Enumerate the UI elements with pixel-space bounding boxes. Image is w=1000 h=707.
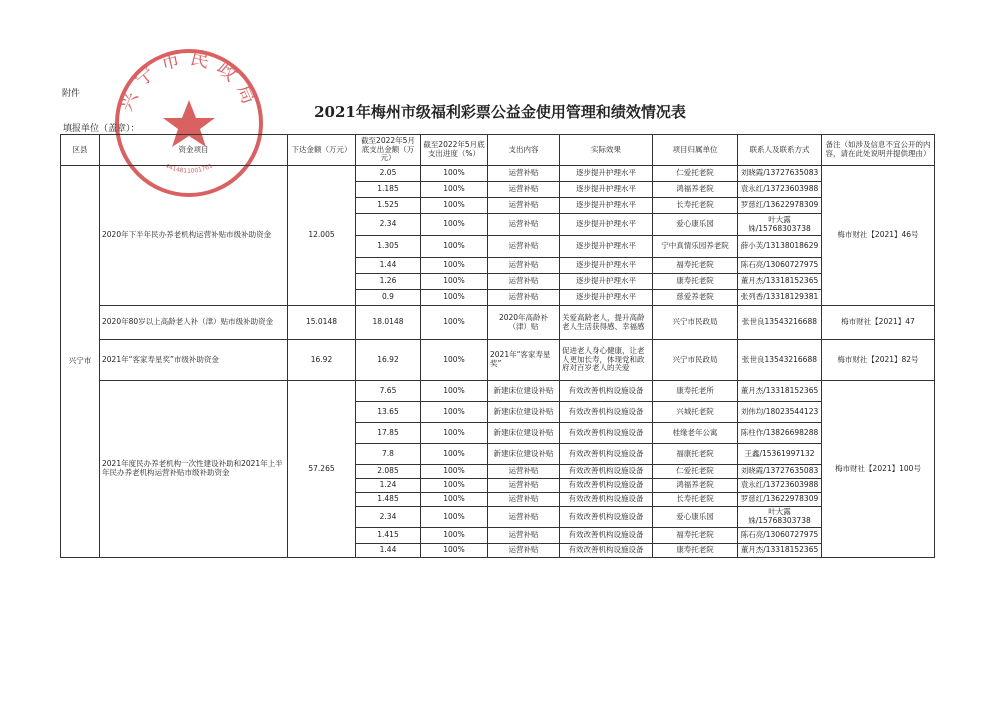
table-row bbox=[61, 306, 935, 340]
spent-cell: 2.05 bbox=[356, 166, 421, 182]
amount-cell: 57.265 bbox=[288, 381, 356, 558]
content-cell: 新建床位建设补贴 bbox=[488, 444, 560, 465]
spent-cell: 18.0148 bbox=[356, 306, 421, 340]
effect-cell: 逐步提升护理水平 bbox=[560, 274, 653, 290]
table-row bbox=[61, 381, 935, 402]
spent-cell: 2.34 bbox=[356, 214, 421, 236]
contact-cell: 罗慈红/13622978309 bbox=[738, 493, 822, 507]
remark-cell: 梅市财社【2021】47 bbox=[822, 306, 935, 340]
progress-cell: 100% bbox=[421, 465, 488, 479]
contact-cell: 叶大露姝/15768303738 bbox=[738, 507, 822, 528]
col-effect: 实际效果 bbox=[560, 135, 653, 166]
spent-cell: 13.65 bbox=[356, 402, 421, 423]
col-project: 资金项目 bbox=[100, 135, 288, 166]
spent-cell: 0.9 bbox=[356, 290, 421, 306]
progress-cell: 100% bbox=[421, 274, 488, 290]
header-row bbox=[61, 135, 935, 166]
effect-cell: 有效改善机构设施设备 bbox=[560, 528, 653, 544]
contact-cell: 董月杰/13318152365 bbox=[738, 381, 822, 402]
content-cell: 运营补贴 bbox=[488, 528, 560, 544]
progress-cell: 100% bbox=[421, 381, 488, 402]
effect-cell: 有效改善机构设施设备 bbox=[560, 493, 653, 507]
content-cell: 运营补贴 bbox=[488, 236, 560, 258]
content-cell: 运营补贴 bbox=[488, 290, 560, 306]
progress-cell: 100% bbox=[421, 444, 488, 465]
fill-unit-label: 填报单位（盖章）： bbox=[63, 124, 140, 134]
spent-cell: 1.415 bbox=[356, 528, 421, 544]
effect-cell: 关爱高龄老人，提升高龄老人生活获得感、幸福感 bbox=[560, 306, 653, 340]
effect-cell: 逐步提升护理水平 bbox=[560, 290, 653, 306]
contact-cell: 王鑫/15361997132 bbox=[738, 444, 822, 465]
contact-cell: 薛小芙/13138018629 bbox=[738, 236, 822, 258]
remark-cell: 梅市财社【2021】100号 bbox=[822, 381, 935, 558]
unit-cell: 康寿托老院 bbox=[653, 544, 738, 558]
spent-cell: 1.44 bbox=[356, 544, 421, 558]
unit-cell: 兴宁市民政局 bbox=[653, 340, 738, 381]
col-progress: 截至2022年5月底支出进度（%） bbox=[421, 135, 488, 166]
spent-cell: 1.485 bbox=[356, 493, 421, 507]
spent-cell: 1.305 bbox=[356, 236, 421, 258]
effect-cell: 逐步提升护理水平 bbox=[560, 236, 653, 258]
amount-cell: 15.0148 bbox=[288, 306, 356, 340]
contact-cell: 张世良13543216688 bbox=[738, 306, 822, 340]
effect-cell: 有效改善机构设施设备 bbox=[560, 423, 653, 444]
progress-cell: 100% bbox=[421, 290, 488, 306]
content-cell: 运营补贴 bbox=[488, 544, 560, 558]
content-cell: 运营补贴 bbox=[488, 493, 560, 507]
spent-cell: 1.26 bbox=[356, 274, 421, 290]
effect-cell: 逐步提升护理水平 bbox=[560, 214, 653, 236]
unit-cell: 宁中真情乐园养老院 bbox=[653, 236, 738, 258]
unit-cell: 仁爱托老院 bbox=[653, 166, 738, 182]
contact-cell: 张世良13543216688 bbox=[738, 340, 822, 381]
progress-cell: 100% bbox=[421, 182, 488, 198]
effect-cell: 有效改善机构设施设备 bbox=[560, 479, 653, 493]
spent-cell: 7.8 bbox=[356, 444, 421, 465]
col-remark: 备注（如涉及信息不宜公开的内容，请在此处说明并提供理由） bbox=[822, 135, 935, 166]
project-cell: 2021年度民办养老机构一次性建设补助和2021年上半年民办养老机构运营补贴市级补助资金 bbox=[100, 381, 288, 558]
content-cell: 运营补贴 bbox=[488, 274, 560, 290]
remark-cell: 梅市财社【2021】82号 bbox=[822, 340, 935, 381]
spent-cell: 1.24 bbox=[356, 479, 421, 493]
contact-cell: 叶大露姝/15768303738 bbox=[738, 214, 822, 236]
effect-cell: 有效改善机构设施设备 bbox=[560, 402, 653, 423]
project-cell: 2021年“客家寿星奖”市级补助资金 bbox=[100, 340, 288, 381]
col-amount: 下达金额（万元） bbox=[288, 135, 356, 166]
effect-cell: 有效改善机构设施设备 bbox=[560, 507, 653, 528]
spent-cell: 1.185 bbox=[356, 182, 421, 198]
content-cell: 运营补贴 bbox=[488, 182, 560, 198]
contact-cell: 刘晓霞/13727635083 bbox=[738, 166, 822, 182]
progress-cell: 100% bbox=[421, 340, 488, 381]
progress-cell: 100% bbox=[421, 236, 488, 258]
unit-cell: 鸿福养老院 bbox=[653, 479, 738, 493]
progress-cell: 100% bbox=[421, 544, 488, 558]
contact-cell: 董月杰/13318152365 bbox=[738, 274, 822, 290]
effect-cell: 促进老人身心健康，让老人更加长寿，体现党和政府对百岁老人的关爱 bbox=[560, 340, 653, 381]
progress-cell: 100% bbox=[421, 214, 488, 236]
effect-cell: 有效改善机构设施设备 bbox=[560, 444, 653, 465]
contact-cell: 袁永红/13723603988 bbox=[738, 182, 822, 198]
project-cell: 2020年80岁以上高龄老人补（津）贴市级补助资金 bbox=[100, 306, 288, 340]
content-cell: 2020年高龄补（津）贴 bbox=[488, 306, 560, 340]
unit-cell: 康寿托老院 bbox=[653, 274, 738, 290]
content-cell: 运营补贴 bbox=[488, 214, 560, 236]
unit-cell: 福寿托老院 bbox=[653, 528, 738, 544]
contact-cell: 刘伟均/18023544123 bbox=[738, 402, 822, 423]
progress-cell: 100% bbox=[421, 198, 488, 214]
effect-cell: 逐步提升护理水平 bbox=[560, 258, 653, 274]
unit-cell: 慈爱养老院 bbox=[653, 290, 738, 306]
unit-cell: 爱心康乐园 bbox=[653, 214, 738, 236]
remark-cell: 梅市财社【2021】46号 bbox=[822, 166, 935, 306]
content-cell: 2021年“客家寿星奖” bbox=[488, 340, 560, 381]
district-cell: 兴宁市 bbox=[61, 166, 100, 558]
page-title: 2021年梅州市级福利彩票公益金使用管理和绩效情况表 bbox=[314, 103, 686, 121]
table-row bbox=[61, 166, 935, 182]
contact-cell: 董月杰/13318152365 bbox=[738, 544, 822, 558]
content-cell: 运营补贴 bbox=[488, 198, 560, 214]
col-content: 支出内容 bbox=[488, 135, 560, 166]
attachment-label: 附件 bbox=[62, 89, 81, 99]
contact-cell: 陈石亮/13060727975 bbox=[738, 258, 822, 274]
content-cell: 运营补贴 bbox=[488, 465, 560, 479]
contact-cell: 袁永红/13723603988 bbox=[738, 479, 822, 493]
project-cell: 2020年下半年民办养老机构运营补贴市级补助资金 bbox=[100, 166, 288, 306]
effect-cell: 逐步提升护理水平 bbox=[560, 198, 653, 214]
unit-cell: 长寿托老院 bbox=[653, 198, 738, 214]
unit-cell: 鸿福养老院 bbox=[653, 182, 738, 198]
progress-cell: 100% bbox=[421, 402, 488, 423]
progress-cell: 100% bbox=[421, 493, 488, 507]
content-cell: 运营补贴 bbox=[488, 507, 560, 528]
progress-cell: 100% bbox=[421, 507, 488, 528]
unit-cell: 福寿托老院 bbox=[653, 258, 738, 274]
progress-cell: 100% bbox=[421, 528, 488, 544]
effect-cell: 有效改善机构设施设备 bbox=[560, 381, 653, 402]
contact-cell: 陈石亮/13060727975 bbox=[738, 528, 822, 544]
unit-cell: 仁爱托老院 bbox=[653, 465, 738, 479]
seal-text: 兴宁市民政局 bbox=[114, 46, 264, 115]
spent-cell: 1.525 bbox=[356, 198, 421, 214]
spent-cell: 2.085 bbox=[356, 465, 421, 479]
spent-cell: 7.65 bbox=[356, 381, 421, 402]
contact-cell: 陈柱作/13826698288 bbox=[738, 423, 822, 444]
progress-cell: 100% bbox=[421, 258, 488, 274]
content-cell: 新建床位建设补贴 bbox=[488, 381, 560, 402]
progress-cell: 100% bbox=[421, 306, 488, 340]
content-cell: 运营补贴 bbox=[488, 166, 560, 182]
spent-cell: 16.92 bbox=[356, 340, 421, 381]
unit-cell: 康寿托老所 bbox=[653, 381, 738, 402]
content-cell: 运营补贴 bbox=[488, 479, 560, 493]
table-row bbox=[61, 340, 935, 381]
effect-cell: 有效改善机构设施设备 bbox=[560, 544, 653, 558]
unit-cell: 兴城托老院 bbox=[653, 402, 738, 423]
progress-cell: 100% bbox=[421, 479, 488, 493]
unit-cell: 桂缘老年公寓 bbox=[653, 423, 738, 444]
effect-cell: 逐步提升护理水平 bbox=[560, 182, 653, 198]
spent-cell: 1.44 bbox=[356, 258, 421, 274]
col-spent: 截至2022年5月底支出金额（万元） bbox=[356, 135, 421, 166]
effect-cell: 逐步提升护理水平 bbox=[560, 166, 653, 182]
contact-cell: 张列香/13318129381 bbox=[738, 290, 822, 306]
progress-cell: 100% bbox=[421, 166, 488, 182]
unit-cell: 爱心康乐园 bbox=[653, 507, 738, 528]
col-unit: 项目归属单位 bbox=[653, 135, 738, 166]
col-contact: 联系人及联系方式 bbox=[738, 135, 822, 166]
progress-cell: 100% bbox=[421, 423, 488, 444]
spent-cell: 2.34 bbox=[356, 507, 421, 528]
spent-cell: 17.85 bbox=[356, 423, 421, 444]
amount-cell: 16.92 bbox=[288, 340, 356, 381]
content-cell: 新建床位建设补贴 bbox=[488, 402, 560, 423]
content-cell: 运营补贴 bbox=[488, 258, 560, 274]
unit-cell: 福康托老院 bbox=[653, 444, 738, 465]
contact-cell: 罗慈红/13622978309 bbox=[738, 198, 822, 214]
effect-cell: 有效改善机构设施设备 bbox=[560, 465, 653, 479]
contact-cell: 刘晓霞/13727635083 bbox=[738, 465, 822, 479]
seal-number: 4414811001761 bbox=[164, 162, 214, 175]
lottery-fund-table bbox=[60, 134, 935, 558]
col-district: 区县 bbox=[61, 135, 100, 166]
amount-cell: 12.005 bbox=[288, 166, 356, 306]
unit-cell: 兴宁市民政局 bbox=[653, 306, 738, 340]
content-cell: 新建床位建设补贴 bbox=[488, 423, 560, 444]
unit-cell: 长寿托老院 bbox=[653, 493, 738, 507]
